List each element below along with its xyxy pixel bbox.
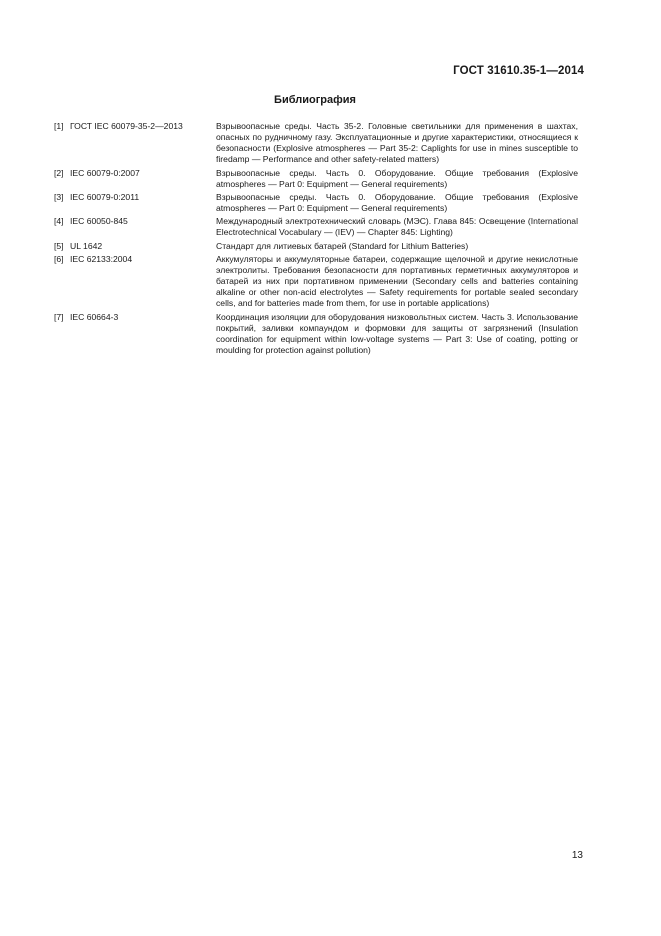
entry-description: Международный электротехнический словарь (МЭС). Глава 845: Освещение (International Electrotechnical Vocabulary — (IEV) — Chapter 845: Lighting) <box>216 216 578 238</box>
page-number: 13 <box>571 850 583 861</box>
bibliography-entry <box>54 192 578 214</box>
entry-number: [1] <box>54 121 64 131</box>
entry-code: UL 1642 <box>70 240 103 251</box>
entry-code: ГОСТ IEC 60079-35-2—2013 <box>70 121 183 131</box>
entry-number: [3] <box>54 191 64 202</box>
bibliography-entry <box>54 216 578 238</box>
bibliography-entry <box>54 168 578 190</box>
bibliography-entry <box>54 312 578 356</box>
bibliography-list <box>54 121 578 358</box>
entry-number: [2] <box>54 167 64 178</box>
entry-description: Координация изоляции для оборудования низковольтных систем. Часть 3. Использование покрытий, заливки компаундом и формовки для защиты от загрязнений (Insulation coordination for equipment within low-voltage systems — Part 3: Use of coating, potting or moulding for protection against pollution) <box>216 311 578 355</box>
entry-number: [4] <box>54 216 64 227</box>
standard-code-header: ГОСТ 31610.35-1—2014 <box>453 65 584 77</box>
bibliography-entry <box>54 241 578 252</box>
entry-code: IEC 60079-0:2011 <box>70 191 140 202</box>
entry-description: Взрывоопасные среды. Часть 0. Оборудование. Общие требования (Explosive atmospheres — Part 0: Equipment — General requirements) <box>216 191 578 214</box>
entry-description: Стандарт для литиевых батарей (Standard for Lithium Batteries) <box>216 240 469 251</box>
entry-number: [6] <box>54 253 64 264</box>
entry-code: IEC 60050-845 <box>70 216 128 227</box>
entry-description: Аккумуляторы и аккумуляторные батареи, содержащие щелочной и другие некислотные электролиты. Требования безопасности для портативных герметичных аккумуляторов и батарей из них при портативном применении (Secondary cells and batteries containing alkaline or other non-acid electrolytes — Safety requirements for portable sealed secondary cells, and for batteries made from them, for use in portable applications) <box>216 253 578 309</box>
entry-code: IEC 62133:2004 <box>70 253 133 264</box>
entry-number: [5] <box>54 240 64 251</box>
entry-code: IEC 60664-3 <box>70 311 119 322</box>
entry-code: IEC 60079-0:2007 <box>70 167 140 178</box>
entry-description: Взрывоопасные среды. Часть 35-2. Головные светильники для применения в шахтах, опасных по рудничному газу. Эксплуатационные и другие характеристики, относящиеся к безопасности (Explosive atmospheres — Part 35-2: Caplights for use in mines susceptible to firedamp — Performance and other safety-related matters) <box>216 121 578 165</box>
bibliography-entry <box>54 254 578 309</box>
entry-description: Взрывоопасные среды. Часть 0. Оборудование. Общие требования (Explosive atmospheres — Part 0: Equipment — General requirements) <box>216 167 578 189</box>
bibliography-entry <box>54 121 578 165</box>
bibliography-title: Библиография <box>274 94 356 106</box>
entry-number: [7] <box>54 311 64 322</box>
